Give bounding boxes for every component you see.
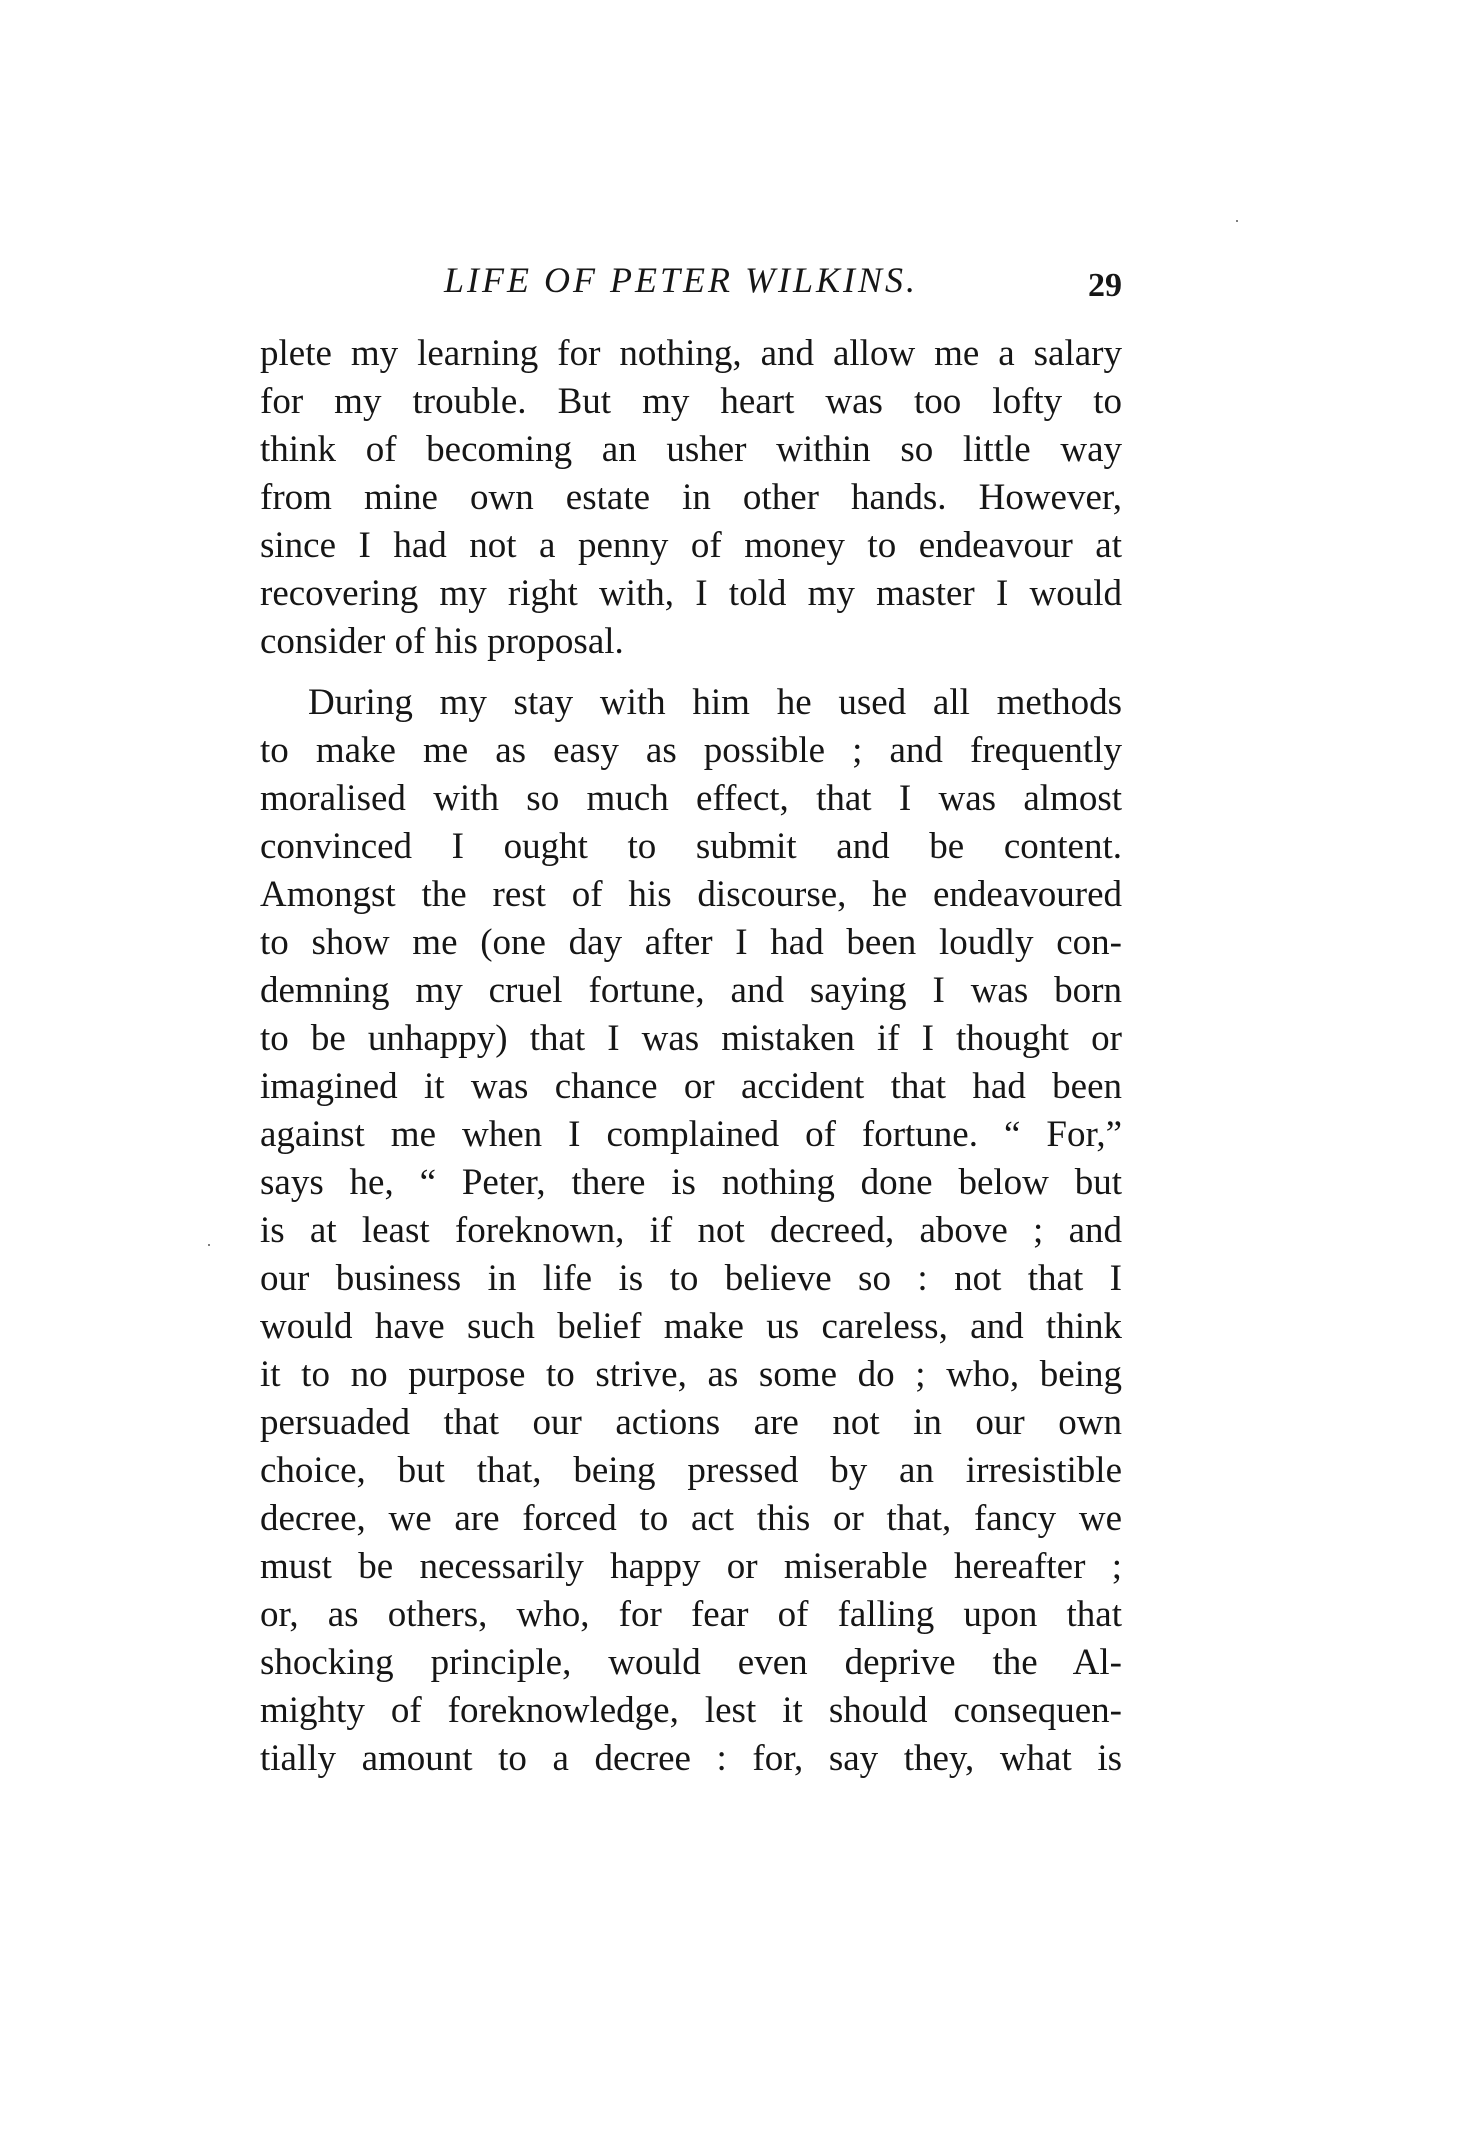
paragraph-gap [260, 666, 1122, 679]
running-title: LIFE OF PETER WILKINS. [444, 260, 918, 300]
text-line: imagined it was chance or accident that had been [260, 1066, 1122, 1107]
text-line: to show me (one day after I had been loudly con- [260, 922, 1122, 963]
text-line: mighty of foreknowledge, lest it should consequen- [260, 1690, 1122, 1731]
page-number: 29 [1088, 267, 1122, 304]
text-line: to make me as easy as possible ; and frequently [260, 730, 1122, 771]
text-line: says he, “ Peter, there is nothing done below but [260, 1162, 1122, 1203]
body-text [260, 330, 1122, 1783]
text-line: against me when I complained of fortune. “ For,” [260, 1114, 1122, 1155]
text-line: since I had not a penny of money to endeavour at [260, 525, 1122, 566]
text-line: demning my cruel fortune, and saying I was born [260, 970, 1122, 1011]
text-line: recovering my right with, I told my master I would [260, 573, 1122, 614]
text-line: for my trouble. But my heart was too lofty to [260, 381, 1122, 422]
text-line: decree, we are forced to act this or that, fancy we [260, 1498, 1122, 1539]
text-line: persuaded that our actions are not in our own [260, 1402, 1122, 1443]
running-head [260, 250, 1122, 310]
text-line: or, as others, who, for fear of falling upon that [260, 1594, 1122, 1635]
text-line: our business in life is to believe so : not that I [260, 1258, 1122, 1299]
text-line: During my stay with him he used all methods [308, 682, 1122, 723]
paragraph-2 [260, 679, 1122, 1783]
text-line: must be necessarily happy or miserable hereafter ; [260, 1546, 1122, 1587]
text-line: choice, but that, being pressed by an irresistible [260, 1450, 1122, 1491]
text-line: is at least foreknown, if not decreed, above ; and [260, 1210, 1122, 1251]
paper-speck [208, 1244, 210, 1246]
text-line: to be unhappy) that I was mistaken if I thought or [260, 1018, 1122, 1059]
paragraph-1 [260, 330, 1122, 666]
text-line: shocking principle, would even deprive the Al- [260, 1642, 1122, 1683]
text-line: consider of his proposal. [260, 621, 624, 662]
text-line: moralised with so much effect, that I was almost [260, 778, 1122, 819]
text-line: from mine own estate in other hands. However, [260, 477, 1122, 518]
text-line: plete my learning for nothing, and allow me a salary [260, 333, 1122, 374]
text-line: think of becoming an usher within so little way [260, 429, 1122, 470]
text-line: tially amount to a decree : for, say they, what is [260, 1738, 1122, 1779]
paper-speck [1236, 220, 1238, 222]
text-line: would have such belief make us careless, and think [260, 1306, 1122, 1347]
text-line: it to no purpose to strive, as some do ; who, being [260, 1354, 1122, 1395]
text-line: Amongst the rest of his discourse, he endeavoured [260, 874, 1122, 915]
text-line: convinced I ought to submit and be content. [260, 826, 1122, 867]
